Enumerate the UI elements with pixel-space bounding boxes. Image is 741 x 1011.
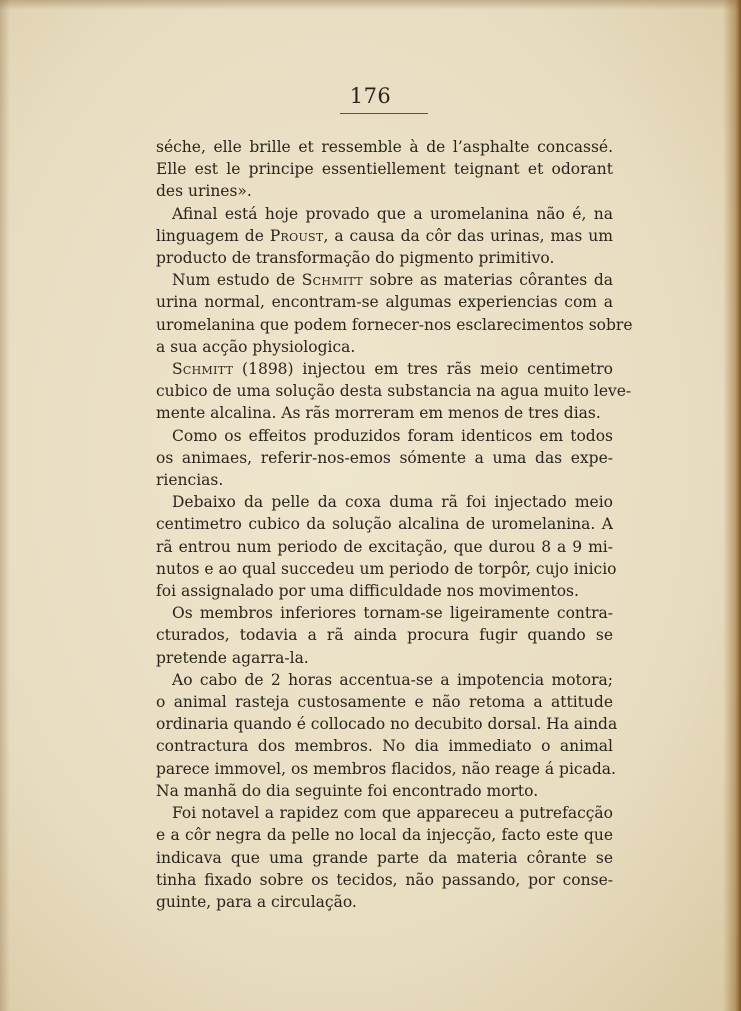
paragraph [156, 602, 613, 669]
text-line: linguagem de Proust, a causa da côr das urinas, mas um [156, 226, 613, 245]
page-left-shadow [0, 0, 10, 1011]
text-line: cturados, todavia a rã ainda procura fugir quando se [156, 626, 613, 645]
text-line: indicava que uma grande parte da materia côrante se [156, 848, 613, 867]
text-line: uromelanina que podem fornecer-nos esclarecimentos sobre [156, 315, 633, 334]
paragraph [156, 269, 633, 358]
paragraph [156, 802, 613, 913]
text-line: foi assignalado por uma difficuldade nos movimentos. [156, 582, 579, 601]
text-line: Os membros inferiores tornam-se ligeiramente contra- [172, 604, 613, 623]
paragraph [156, 425, 613, 492]
text-line: tinha fixado sobre os tecidos, não passando, por conse- [156, 870, 613, 889]
text-line: producto de transformação do pigmento primitivo. [156, 249, 555, 268]
text-line: e a côr negra da pelle no local da injecção, facto este que [156, 826, 613, 845]
page-number-rule [340, 113, 428, 114]
text-line: o animal rasteja custosamente e não retoma a attitude [156, 693, 613, 712]
text-line: Afinal está hoje provado que a uromelanina não é, na [172, 204, 613, 223]
paragraph [156, 358, 632, 425]
body-text [156, 136, 633, 913]
paragraph [156, 669, 618, 802]
text-line: a sua acção physiologica. [156, 337, 356, 356]
text-line: Num estudo de Schmitt sobre as materias côrantes da [172, 271, 613, 290]
text-line: parece immovel, os membros flacidos, não reage á picada. [156, 759, 616, 778]
text-line: riencias. [156, 471, 224, 490]
text-line: os animaes, referir-nos-emos sómente a uma das expe- [156, 448, 613, 467]
text-line: des urines». [156, 182, 252, 201]
text-line: séche, elle brille et ressemble à de l’asphalte concassé. [156, 138, 613, 156]
text-line: Schmitt (1898) injectou em tres rãs meio centimetro [172, 360, 613, 379]
paragraph [156, 203, 613, 270]
text-line: Como os effeitos produzidos foram identicos em todos [172, 426, 613, 445]
text-line: nutos e ao qual succedeu um periodo de torpôr, cujo inicio [156, 559, 617, 578]
page-top-shadow [0, 0, 741, 10]
text-line: urina normal, encontram-se algumas experiencias com a [156, 293, 613, 312]
text-line: contractura dos membros. No dia immediato o animal [156, 737, 613, 756]
text-line: pretende agarra-la. [156, 648, 309, 667]
text-line: rã entrou num periodo de excitação, que durou 8 a 9 mi- [156, 537, 613, 556]
text-line: Na manhã do dia seguinte foi encontrado morto. [156, 781, 539, 800]
text-line: cubico de uma solução desta substancia na agua muito leve- [156, 382, 632, 401]
paragraph [156, 136, 613, 203]
page-number: 176 [349, 84, 392, 108]
text-line: Debaixo da pelle da coxa duma rã foi injectado meio [172, 493, 613, 512]
text-line: Foi notavel a rapidez com que appareceu a putrefacção [172, 804, 613, 823]
text-line: guinte, para a circulação. [156, 892, 357, 911]
paragraph [156, 491, 617, 602]
text-line: Ao cabo de 2 horas accentua-se a impotencia motora; [172, 670, 613, 689]
page-right-edge-stain [723, 0, 741, 1011]
text-line: Elle est le principe essentiellement teignant et odorant [156, 160, 613, 179]
text-line: centimetro cubico da solução alcalina de uromelanina. A [156, 515, 613, 534]
text-line: mente alcalina. As rãs morreram em menos de tres dias. [156, 404, 601, 423]
text-line: ordinaria quando é collocado no decubito dorsal. Ha ainda [156, 715, 618, 734]
